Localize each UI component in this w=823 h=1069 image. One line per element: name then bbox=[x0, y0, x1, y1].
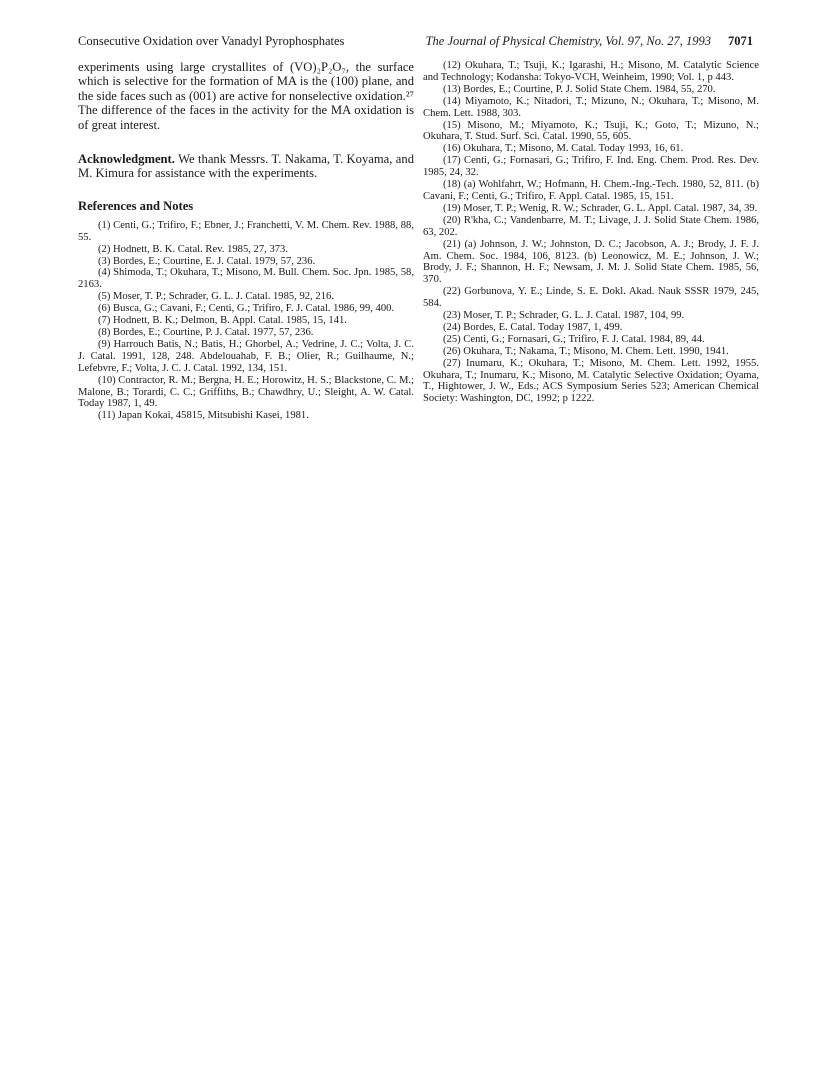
reference-item: (9) Harrouch Batis, N.; Batis, H.; Ghorbel, A.; Vedrine, J. C.; Volta, J. C. J. Catal. 1991, 128, 248. Abdelouahab, F. B.; Olier, R.; Guilhaume, N.; Lefebvre, F.; Volta, J. C. J. Catal. 1992, 134, 151. bbox=[78, 338, 414, 374]
reference-item: (19) Moser, T. P.; Wenig, R. W.; Schrader, G. L. Appl. Catal. 1987, 34, 39. bbox=[443, 202, 758, 214]
reference-item: (11) Japan Kokai, 45815, Mitsubishi Kasei, 1981. bbox=[98, 410, 309, 422]
body-paragraph: experiments using large crystallites of (VO)₂P₂O₇, the surface which is selective for the formation of MA is the (100) plane, and the side faces such as (001) are active for nonselective oxidation.²⁷ The difference of the faces in the activity for the MA oxidation is of great interest. bbox=[78, 60, 414, 132]
reference-item: (1) Centi, G.; Trifiro, F.; Ebner, J.; Franchetti, V. M. Chem. Rev. 1988, 88, 55. bbox=[78, 219, 414, 243]
reference-item: (12) Okuhara, T.; Tsuji, K.; Igarashi, H.; Misono, M. Catalytic Science and Technology; Kodansha: Tokyo-VCH, Weinheim, 1990; Vol. 1, p 443. bbox=[423, 60, 759, 83]
reference-item: (24) Bordes, E. Catal. Today 1987, 1, 499. bbox=[443, 321, 623, 333]
reference-item: (13) Bordes, E.; Courtine, P. J. Solid State Chem. 1984, 55, 270. bbox=[443, 83, 716, 95]
reference-item: (7) Hodnett, B. K.; Delmon, B. Appl. Catal. 1985, 15, 141. bbox=[98, 315, 347, 327]
reference-item: (10) Contractor, R. M.; Bergna, H. E.; Horowitz, H. S.; Blackstone, C. M.; Malone, B.; Torardi, C. C.; Griffiths, B.; Chawdhry, U.; Sleight, A. W. Catal. Today 1987, 1, 49. bbox=[78, 374, 414, 410]
reference-item: (22) Gorbunova, Y. E.; Linde, S. E. Dokl. Akad. Nauk SSSR 1979, 245, 584. bbox=[423, 286, 759, 310]
reference-item: (5) Moser, T. P.; Schrader, G. L. J. Catal. 1985, 92, 216. bbox=[98, 291, 334, 303]
reference-item: (26) Okuhara, T.; Nakama, T.; Misono, M. Chem. Lett. 1990, 1941. bbox=[443, 345, 729, 357]
reference-item: (14) Miyamoto, K.; Nitadori, T.; Mizuno, N.; Okuhara, T.; Misono, M. Chem. Lett. 1988, 303. bbox=[423, 95, 759, 119]
reference-item: (27) Inumaru, K.; Okuhara, T.; Misono, M. Chem. Lett. 1992, 1955. Okuhara, T.; Inumaru, K.; Misono, M. Catalytic Selective Oxidation; Oyama, T., Hightower, J. W., Eds.; ACS Symposium Series 523; American Chemical Society: Washington, DC, 1992; p 1222. bbox=[423, 357, 759, 405]
reference-item: (16) Okuhara, T.; Misono, M. Catal. Today 1993, 16, 61. bbox=[443, 143, 684, 155]
acknowledgment bbox=[78, 152, 414, 181]
running-title: Consecutive Oxidation over Vanadyl Pyrophosphates bbox=[78, 34, 345, 48]
reference-item: (15) Misono, M.; Miyamoto, K.; Tsuji, K.; Goto, T.; Mizuno, N.; Okuhara, T. Stud. Surf. Sci. Catal. 1990, 55, 605. bbox=[423, 119, 759, 143]
reference-item: (8) Bordes, E.; Courtine, P. J. Catal. 1977, 57, 236. bbox=[98, 327, 314, 338]
reference-item: (17) Centi, G.; Fornasari, G.; Trifiro, F. Ind. Eng. Chem. Prod. Res. Dev. 1985, 24, 32. bbox=[423, 155, 759, 179]
acknowledgment-label: Acknowledgment. bbox=[78, 152, 175, 167]
journal-citation: The Journal of Physical Chemistry, Vol. 97, No. 27, 1993 bbox=[425, 34, 711, 48]
reference-item: (18) (a) Wohlfahrt, W.; Hofmann, H. Chem.-Ing.-Tech. 1980, 52, 811. (b) Cavani, F.; Centi, G.; Trifiro, F. Appl. Catal. 1985, 15, 151. bbox=[423, 179, 759, 202]
left-column bbox=[78, 60, 414, 422]
reference-item: (20) R'kha, C.; Vandenbarre, M. T.; Livage, J. J. Solid State Chem. 1986, 63, 202. bbox=[423, 214, 759, 238]
page-number: 7071 bbox=[728, 34, 753, 48]
reference-list-left bbox=[78, 220, 414, 422]
reference-list-right bbox=[423, 60, 759, 405]
right-column bbox=[423, 60, 759, 405]
page-header bbox=[78, 34, 753, 50]
reference-item: (2) Hodnett, B. K. Catal. Rev. 1985, 27, 373. bbox=[98, 243, 288, 255]
reference-item: (25) Centi, G.; Fornasari, G.; Trifiro, F. J. Catal. 1984, 89, 44. bbox=[443, 333, 705, 345]
references-heading: References and Notes bbox=[78, 198, 194, 213]
reference-item: (4) Shimoda, T.; Okuhara, T.; Misono, M. Bull. Chem. Soc. Jpn. 1985, 58, 2163. bbox=[78, 267, 414, 291]
acknowledgment-text: We thank Messrs. T. Nakama, T. Koyama, and M. Kimura for assistance with the experiments. bbox=[78, 152, 414, 181]
reference-item: (23) Moser, T. P.; Schrader, G. L. J. Catal. 1987, 104, 99. bbox=[443, 310, 685, 322]
reference-item: (6) Busca, G.; Cavani, F.; Centi, G.; Trifiro, F. J. Catal. 1986, 99, 400. bbox=[98, 303, 395, 315]
reference-item: (21) (a) Johnson, J. W.; Johnston, D. C.; Jacobson, A. J.; Brody, J. F. J. Am. Chem. Soc. 1984, 106, 8123. (b) Leonowicz, M. E.; Johnson, J. W.; Brody, J. F.; Shannon, H. F.; Newsam, J. M. J. Solid State Chem. 1985, 56, 370. bbox=[423, 238, 759, 286]
reference-item: (3) Bordes, E.; Courtine, E. J. Catal. 1979, 57, 236. bbox=[98, 255, 316, 267]
